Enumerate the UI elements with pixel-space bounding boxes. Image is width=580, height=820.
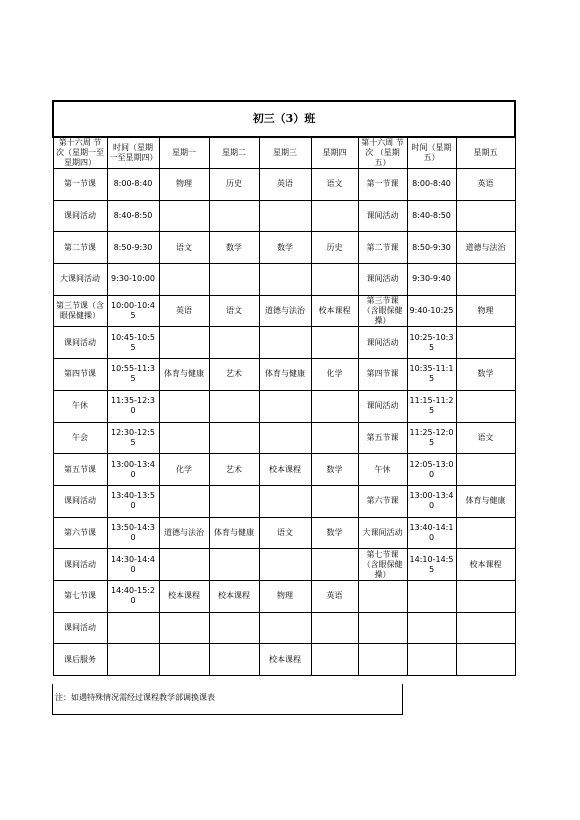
table-row [53, 327, 515, 359]
table-cell: 道德与法治 [259, 295, 311, 327]
table-cell: 课间活动 [358, 200, 407, 232]
table-cell [209, 612, 259, 644]
table-cell: 8:50-9:30 [107, 232, 159, 264]
table-cell [311, 200, 358, 232]
table-cell [311, 264, 358, 296]
table-cell [456, 580, 515, 612]
header-cell: 星期五 [456, 137, 515, 169]
header-cell: 时间（星期五） [407, 137, 456, 169]
table-cell: 化学 [311, 359, 358, 391]
table-cell: 13:40-13:50 [107, 485, 159, 517]
schedule-table [52, 100, 516, 676]
table-cell: 课间活动 [53, 612, 107, 644]
table-cell: 语文 [209, 295, 259, 327]
table-cell: 午休 [53, 390, 107, 422]
table-cell: 校本课程 [311, 295, 358, 327]
table-cell: 课后服务 [53, 644, 107, 676]
table-cell [107, 644, 159, 676]
table-cell: 艺术 [209, 454, 259, 486]
table-cell: 道德与法治 [456, 232, 515, 264]
table-cell [407, 580, 456, 612]
table-cell: 第七节课（含眼保健操） [358, 549, 407, 581]
table-cell: 道德与法治 [159, 517, 209, 549]
table-cell [456, 454, 515, 486]
table-cell [456, 612, 515, 644]
table-cell [159, 200, 209, 232]
table-cell [159, 549, 209, 581]
header-cell: 星期三 [259, 137, 311, 169]
table-cell [107, 612, 159, 644]
table-cell: 12:30-12:55 [107, 422, 159, 454]
table-cell [358, 612, 407, 644]
table-cell: 艺术 [209, 359, 259, 391]
table-cell: 14:40-15:20 [107, 580, 159, 612]
table-cell: 13:00-13:40 [407, 485, 456, 517]
table-cell [456, 327, 515, 359]
table-cell: 10:35-11:15 [407, 359, 456, 391]
table-cell [209, 549, 259, 581]
table-cell [456, 264, 515, 296]
table-cell: 语文 [159, 232, 209, 264]
table-cell: 校本课程 [159, 580, 209, 612]
table-cell: 语文 [259, 517, 311, 549]
header-cell: 时间（星期一至星期四） [107, 137, 159, 169]
table-cell [209, 264, 259, 296]
table-cell [311, 549, 358, 581]
header-cell: 第十六周 节次 （星期五） [358, 137, 407, 169]
table-cell [259, 327, 311, 359]
table-cell: 语文 [311, 169, 358, 201]
table-cell: 英语 [311, 580, 358, 612]
table-cell [159, 327, 209, 359]
table-cell [159, 612, 209, 644]
table-row [53, 232, 515, 264]
table-cell: 8:50-9:30 [407, 232, 456, 264]
table-cell [209, 422, 259, 454]
table-cell: 数学 [259, 232, 311, 264]
table-cell: 第二节课 [53, 232, 107, 264]
table-cell: 9:30-9:40 [407, 264, 456, 296]
table-row [53, 485, 515, 517]
header-cell: 第十六周 节次（星期一至星期四） [53, 137, 107, 169]
table-cell [259, 422, 311, 454]
table-cell [159, 422, 209, 454]
table-cell [209, 390, 259, 422]
schedule-note: 注：如遇特殊情况需经过课程教学部调换课表 [52, 684, 403, 715]
table-cell: 第一节课 [53, 169, 107, 201]
table-cell: 课间活动 [53, 200, 107, 232]
table-cell [259, 485, 311, 517]
class-title: 初三（3）班 [53, 101, 515, 137]
table-cell [259, 612, 311, 644]
table-cell: 历史 [311, 232, 358, 264]
table-cell [259, 264, 311, 296]
table-cell: 历史 [209, 169, 259, 201]
table-cell: 11:35-12:30 [107, 390, 159, 422]
table-cell [159, 264, 209, 296]
table-cell: 大课间活动 [53, 264, 107, 296]
table-row [53, 549, 515, 581]
header-cell: 星期一 [159, 137, 209, 169]
table-cell: 午休 [358, 454, 407, 486]
header-row [53, 137, 515, 169]
table-cell [358, 580, 407, 612]
table-cell: 第四节课 [53, 359, 107, 391]
table-cell: 第六节课 [53, 517, 107, 549]
table-cell: 校本课程 [259, 454, 311, 486]
table-cell: 第二节课 [358, 232, 407, 264]
table-cell: 10:25-10:35 [407, 327, 456, 359]
table-row [53, 169, 515, 201]
table-cell [209, 327, 259, 359]
table-cell: 9:40-10:25 [407, 295, 456, 327]
table-cell [407, 644, 456, 676]
table-cell: 第三节课（含眼保健操） [53, 295, 107, 327]
table-cell: 8:40-8:50 [407, 200, 456, 232]
table-cell [259, 390, 311, 422]
table-cell [311, 485, 358, 517]
table-cell: 校本课程 [209, 580, 259, 612]
table-cell: 英语 [159, 295, 209, 327]
table-cell [358, 644, 407, 676]
table-cell: 11:25-12:05 [407, 422, 456, 454]
table-cell: 物理 [259, 580, 311, 612]
table-cell: 校本课程 [259, 644, 311, 676]
table-cell: 13:00-13:40 [107, 454, 159, 486]
table-cell: 第四节课 [358, 359, 407, 391]
table-cell: 8:40-8:50 [107, 200, 159, 232]
table-row [53, 390, 515, 422]
table-cell: 11:15-11:25 [407, 390, 456, 422]
table-cell [311, 390, 358, 422]
table-cell: 12:05-13:00 [407, 454, 456, 486]
table-row [53, 200, 515, 232]
table-cell [311, 644, 358, 676]
table-cell: 体育与健康 [259, 359, 311, 391]
table-row [53, 580, 515, 612]
header-cell: 星期二 [209, 137, 259, 169]
table-cell: 9:30-10:00 [107, 264, 159, 296]
table-cell: 物理 [456, 295, 515, 327]
table-cell: 校本课程 [456, 549, 515, 581]
table-cell: 10:55-11:35 [107, 359, 159, 391]
table-cell: 8:00-8:40 [407, 169, 456, 201]
table-cell: 午会 [53, 422, 107, 454]
table-cell [159, 644, 209, 676]
table-cell: 13:40-14:10 [407, 517, 456, 549]
table-cell: 14:10-14:55 [407, 549, 456, 581]
table-cell: 课间活动 [358, 327, 407, 359]
table-row [53, 295, 515, 327]
table-cell: 数学 [456, 359, 515, 391]
table-cell: 课间活动 [53, 549, 107, 581]
table-cell: 数学 [311, 517, 358, 549]
table-cell: 数学 [311, 454, 358, 486]
table-row [53, 422, 515, 454]
table-row [53, 612, 515, 644]
table-cell: 英语 [456, 169, 515, 201]
table-cell: 14:30-14:40 [107, 549, 159, 581]
table-cell: 语文 [456, 422, 515, 454]
table-cell: 第三节课（含眼保健操） [358, 295, 407, 327]
table-row [53, 644, 515, 676]
table-cell [456, 390, 515, 422]
table-cell: 化学 [159, 454, 209, 486]
table-cell [259, 200, 311, 232]
table-cell: 第一节课 [358, 169, 407, 201]
table-cell: 大课间活动 [358, 517, 407, 549]
table-cell: 课间活动 [358, 264, 407, 296]
table-cell: 英语 [259, 169, 311, 201]
table-cell [259, 549, 311, 581]
table-cell [311, 327, 358, 359]
table-cell: 数学 [209, 232, 259, 264]
table-cell: 体育与健康 [209, 517, 259, 549]
table-cell: 课间活动 [53, 485, 107, 517]
table-cell: 10:00-10:45 [107, 295, 159, 327]
table-cell [209, 485, 259, 517]
table-row [53, 359, 515, 391]
table-cell: 8:00-8:40 [107, 169, 159, 201]
table-row [53, 264, 515, 296]
table-cell: 第七节课 [53, 580, 107, 612]
table-cell [159, 390, 209, 422]
table-cell: 体育与健康 [456, 485, 515, 517]
table-cell: 第六节课 [358, 485, 407, 517]
table-cell [209, 200, 259, 232]
table-cell [456, 200, 515, 232]
table-cell [311, 422, 358, 454]
table-cell: 体育与健康 [159, 359, 209, 391]
table-cell: 第五节课 [53, 454, 107, 486]
table-cell: 第五节课 [358, 422, 407, 454]
table-cell [456, 517, 515, 549]
table-cell [209, 644, 259, 676]
table-row [53, 517, 515, 549]
table-cell: 课间活动 [53, 327, 107, 359]
header-cell: 星期四 [311, 137, 358, 169]
table-cell: 物理 [159, 169, 209, 201]
table-cell [311, 612, 358, 644]
table-cell [456, 644, 515, 676]
table-cell: 课间活动 [358, 390, 407, 422]
table-cell [159, 485, 209, 517]
table-cell: 13:50-14:30 [107, 517, 159, 549]
table-cell: 10:45-10:55 [107, 327, 159, 359]
table-cell [407, 612, 456, 644]
table-row [53, 454, 515, 486]
